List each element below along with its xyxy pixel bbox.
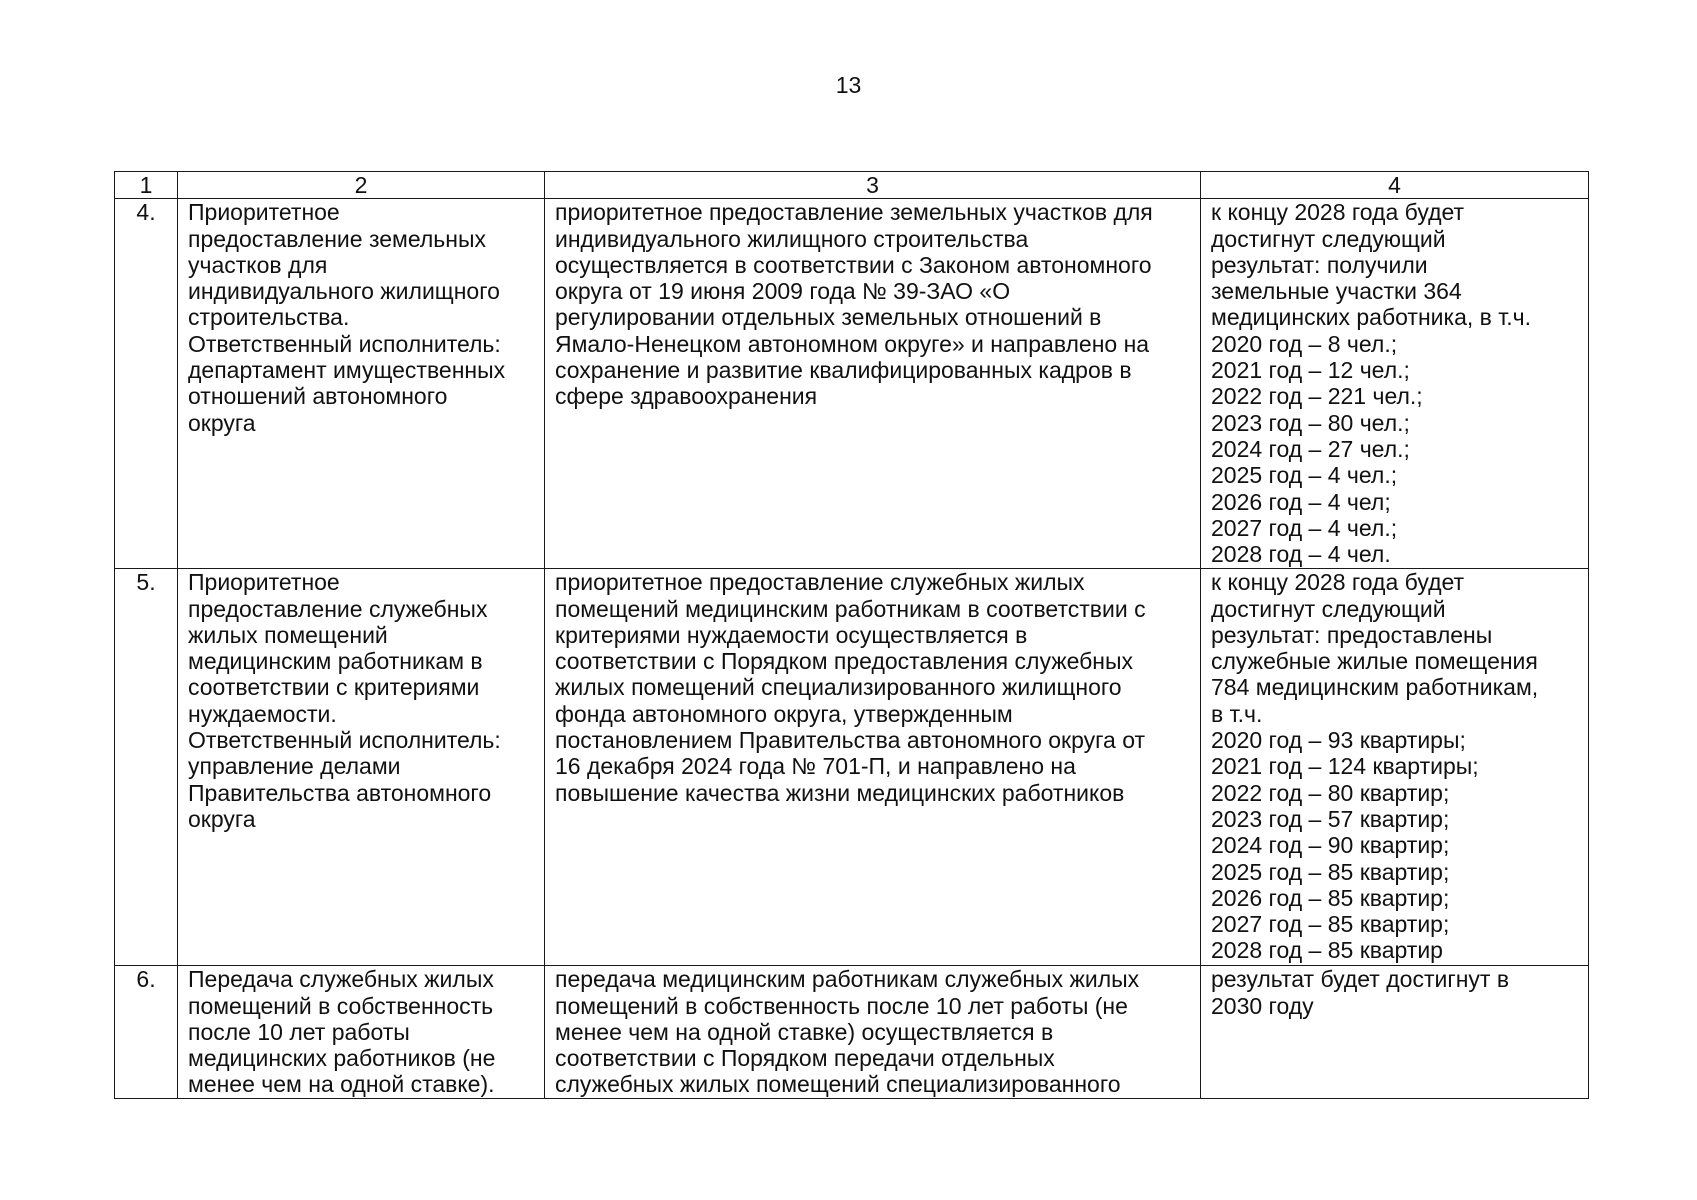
cell-line: Передача служебных жилых [188,966,494,993]
cell-line: помещений медицинским работникам в соответствии с [555,595,1146,622]
cell-line: жилых помещений [188,621,388,648]
cell-line: Правительства автономного [188,779,492,806]
cell-line: отношений автономного [188,383,448,410]
measure-result-cell [1201,966,1589,1098]
cell-line: 2021 год – 12 чел.; [1211,357,1410,384]
cell-line: 2027 год – 85 квартир; [1211,911,1450,938]
column-header-3: 3 [545,172,1201,199]
cell-line: 2028 год – 4 чел. [1211,541,1391,568]
cell-line: постановлением Правительства автономного округа от [555,727,1146,754]
cell-line: достигнут следующий [1211,595,1446,622]
measure-result-cell [1201,199,1589,569]
cell-line: результат: предоставлены [1211,621,1493,648]
measure-result-cell [1201,569,1589,966]
cell-line: индивидуального жилищного [188,278,500,305]
cell-line: 2020 год – 8 чел.; [1211,330,1398,357]
cell-line: 2022 год – 221 чел.; [1211,383,1423,410]
row-number: 5. [115,569,178,966]
cell-line: 2023 год – 80 чел.; [1211,409,1410,436]
cell-line: 2030 году [1211,992,1314,1019]
cell-line: 2024 год – 90 квартир; [1211,832,1450,859]
cell-line: в т.ч. [1211,700,1263,727]
cell-line: результат будет достигнут в [1211,966,1510,993]
cell-line: округа [188,409,256,436]
cell-line: медицинских работников (не [188,1045,496,1072]
measure-description-cell [545,569,1201,966]
cell-line: 784 медицинским работникам, [1211,674,1539,701]
cell-line: 2025 год – 4 чел.; [1211,462,1398,489]
cell-line: Приоритетное [188,569,340,596]
cell-line: приоритетное предоставление земельных участков для [555,199,1153,226]
cell-line: 2026 год – 4 чел; [1211,488,1391,515]
cell-line: достигнут следующий [1211,225,1446,252]
cell-line: 2021 год – 124 квартиры; [1211,753,1479,780]
measure-name-cell [178,569,545,966]
table-row [115,569,1589,966]
cell-line: Ответственный исполнитель: [188,727,501,754]
table-header-row [115,172,1589,199]
cell-line: 2020 год – 93 квартиры; [1211,727,1466,754]
row-number: 4. [115,199,178,569]
cell-line: 2024 год – 27 чел.; [1211,435,1410,462]
cell-line: соответствии с Порядком предоставления служебных [555,648,1134,675]
cell-line: жилых помещений специализированного жилищного [555,674,1122,701]
cell-line: округа от 19 июня 2009 года № 39-ЗАО «О [555,278,1011,305]
cell-line: медицинских работника, в т.ч. [1211,304,1532,331]
cell-line: соответствии с критериями [188,674,480,701]
cell-line: служебных жилых помещений специализированного [555,1071,1121,1098]
cell-line: сохранение и развитие квалифицированных кадров в [555,357,1132,384]
cell-line: 2022 год – 80 квартир; [1211,779,1450,806]
measure-name-cell [178,966,545,1098]
cell-line: 2023 год – 57 квартир; [1211,805,1450,832]
cell-line: фонда автономного округа, утвержденным [555,700,1013,727]
cell-line: индивидуального жилищного строительства [555,225,1029,252]
column-header-1: 1 [115,172,178,199]
cell-line: результат: получили [1211,251,1428,278]
column-header-4: 4 [1201,172,1589,199]
cell-line: предоставление служебных [188,595,488,622]
measure-description-cell [545,199,1201,569]
measure-name-cell [178,199,545,569]
cell-line: сфере здравоохранения [555,383,818,410]
cell-line: 16 декабря 2024 года № 701-П, и направлено на [555,753,1076,780]
cell-line: менее чем на одной ставке). [188,1071,495,1098]
cell-line: участков для [188,251,328,278]
cell-line: 2027 год – 4 чел.; [1211,514,1398,541]
cell-line: предоставление земельных [188,225,487,252]
row-number: 6. [115,966,178,1098]
cell-line: приоритетное предоставление служебных жилых [555,569,1085,596]
measure-description-cell [545,966,1201,1098]
cell-line: повышение качества жизни медицинских работников [555,779,1125,806]
cell-line: после 10 лет работы [188,1018,410,1045]
cell-line: служебные жилые помещения [1211,648,1538,675]
cell-line: строительства. [188,304,350,331]
measures-table [114,171,1589,1099]
cell-line: регулировании отдельных земельных отношений в [555,304,1102,331]
cell-line: управление делами [188,753,401,780]
cell-line: к концу 2028 года будет [1211,199,1465,226]
cell-line: округа [188,805,256,832]
cell-line: помещений в собственность [188,992,494,1019]
cell-line: передача медицинским работникам служебных жилых [555,966,1140,993]
cell-line: нуждаемости. [188,700,337,727]
cell-line: осуществляется в соответствии с Законом автономного [555,251,1152,278]
column-header-2: 2 [178,172,545,199]
cell-line: к концу 2028 года будет [1211,569,1465,596]
cell-line: 2025 год – 85 квартир; [1211,858,1450,885]
cell-line: медицинским работникам в [188,648,483,675]
cell-line: 2028 год – 85 квартир [1211,937,1443,964]
cell-line: помещений в собственность после 10 лет работы (не [555,992,1128,1019]
cell-line: 2026 год – 85 квартир; [1211,884,1450,911]
table-row [115,966,1589,1098]
cell-line: Ответственный исполнитель: [188,330,501,357]
cell-line: соответствии с Порядком передачи отдельных [555,1045,1055,1072]
cell-line: Приоритетное [188,199,340,226]
cell-line: Ямало-Ненецком автономном округе» и направлено на [555,330,1150,357]
table-row [115,199,1589,569]
cell-line: департамент имущественных [188,357,506,384]
cell-line: земельные участки 364 [1211,278,1462,305]
cell-line: критериями нуждаемости осуществляется в [555,621,1028,648]
cell-line: менее чем на одной ставке) осуществляется в [555,1018,1054,1045]
page-number: 13 [835,72,862,98]
